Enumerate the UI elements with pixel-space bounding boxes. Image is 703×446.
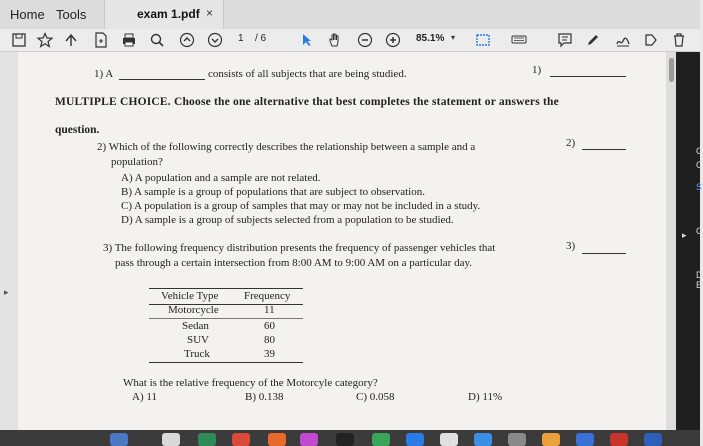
chevron-right-icon[interactable]: ▸ bbox=[4, 287, 9, 297]
q2-option-b: B) A sample is a group of populations that are subject to observation. bbox=[121, 186, 425, 198]
q3-answer-label: 3) bbox=[566, 240, 576, 252]
table-row-rule bbox=[149, 318, 303, 319]
side-panel-letter: E bbox=[696, 280, 703, 290]
page-up-icon[interactable] bbox=[178, 31, 196, 49]
q2-text: 2) Which of the following correctly describes the relationship between a sample and a bbox=[97, 141, 476, 153]
add-file-icon[interactable] bbox=[92, 31, 110, 49]
app-dock-icon[interactable] bbox=[198, 433, 216, 446]
q3-choice-a: A) 11 bbox=[132, 391, 157, 403]
chevron-down-icon[interactable]: ▾ bbox=[451, 33, 456, 42]
table-bottom-rule bbox=[149, 362, 303, 363]
share-icon[interactable] bbox=[62, 31, 80, 49]
table-cell: 39 bbox=[264, 348, 275, 360]
sign-icon[interactable] bbox=[614, 31, 632, 49]
app-dock-icon[interactable] bbox=[232, 433, 250, 446]
q1-answer-blank bbox=[550, 76, 626, 77]
q3-prompt: What is the relative frequency of the Motorcyle category? bbox=[123, 377, 378, 389]
print-icon[interactable] bbox=[120, 31, 138, 49]
table-cell: Sedan bbox=[182, 320, 209, 332]
app-dock-icon[interactable] bbox=[406, 433, 424, 446]
pen-icon[interactable] bbox=[584, 31, 602, 49]
app-dock-icon[interactable] bbox=[576, 433, 594, 446]
q3-choice-d: D) 11% bbox=[468, 391, 503, 403]
app-dock-icon[interactable] bbox=[508, 433, 526, 446]
q1-answer-label: 1) bbox=[532, 64, 542, 76]
app-dock-icon[interactable] bbox=[336, 433, 354, 446]
menu-tools[interactable]: Tools bbox=[56, 7, 87, 22]
q3-choice-c: C) 0.058 bbox=[356, 391, 395, 403]
page-total: / 6 bbox=[255, 33, 267, 44]
app-dock-icon[interactable] bbox=[110, 433, 128, 446]
table-cell: 80 bbox=[264, 334, 275, 346]
q3-text-line2: pass through a certain intersection from 8:00 AM to 9:00 AM on a particular day. bbox=[115, 257, 473, 269]
table-cell: Truck bbox=[184, 348, 210, 360]
q3-answer-blank bbox=[582, 253, 626, 254]
app-dock-icon[interactable] bbox=[610, 433, 628, 446]
table-header-vehicle-type: Vehicle Type bbox=[161, 290, 219, 302]
delete-icon[interactable] bbox=[670, 31, 688, 49]
q1-label: 1) A bbox=[94, 68, 114, 80]
section-heading-line2: question. bbox=[55, 124, 100, 136]
app-dock-icon[interactable] bbox=[268, 433, 286, 446]
table-top-rule bbox=[149, 288, 303, 289]
app-dock-icon[interactable] bbox=[644, 433, 662, 446]
table-header-frequency: Frequency bbox=[244, 290, 291, 302]
table-cell: Motorcycle bbox=[168, 304, 219, 316]
right-side-panel bbox=[676, 52, 703, 446]
app-dock-icon[interactable] bbox=[440, 433, 458, 446]
section-heading: MULTIPLE CHOICE. Choose the one alternative that best completes the statement or answers the bbox=[55, 96, 559, 108]
table-cell: 11 bbox=[264, 304, 275, 316]
zoom-in-icon[interactable] bbox=[384, 31, 402, 49]
zoom-out-icon[interactable] bbox=[356, 31, 374, 49]
document-tab[interactable] bbox=[104, 0, 224, 29]
app-dock-icon[interactable] bbox=[372, 433, 390, 446]
comment-icon[interactable] bbox=[556, 31, 574, 49]
q3-choice-b: B) 0.138 bbox=[245, 391, 284, 403]
bookmark-icon[interactable] bbox=[36, 31, 54, 49]
q2-option-d: D) A sample is a group of subjects selected from a population to be studied. bbox=[121, 214, 454, 226]
q2-text-line2: population? bbox=[111, 156, 163, 168]
q2-option-a: A) A population and a sample are not related. bbox=[121, 172, 321, 184]
document-tab-title: exam 1.pdf bbox=[137, 7, 200, 21]
save-icon[interactable] bbox=[10, 31, 28, 49]
q1-text: consists of all subjects that are being studied. bbox=[208, 68, 407, 80]
vertical-scrollbar[interactable] bbox=[666, 52, 676, 446]
q2-option-c: C) A population is a group of samples that may or may not be included in a study. bbox=[121, 200, 481, 212]
toolbar bbox=[0, 29, 700, 52]
top-tab-bar bbox=[0, 0, 700, 30]
app-dock-icon[interactable] bbox=[542, 433, 560, 446]
side-panel-letter: C bbox=[696, 160, 703, 170]
table-cell: 60 bbox=[264, 320, 275, 332]
app-dock-icon[interactable] bbox=[300, 433, 318, 446]
hand-icon[interactable] bbox=[326, 31, 344, 49]
app-dock-icon[interactable] bbox=[162, 433, 180, 446]
page-number-input[interactable]: 1 bbox=[238, 33, 244, 44]
q2-answer-label: 2) bbox=[566, 137, 576, 149]
zoom-search-icon[interactable] bbox=[148, 31, 166, 49]
side-panel-letter: C bbox=[696, 146, 703, 156]
select-arrow-icon[interactable] bbox=[298, 31, 316, 49]
side-panel-letter: C bbox=[696, 226, 703, 236]
app-dock-icon[interactable] bbox=[474, 433, 492, 446]
close-icon[interactable]: × bbox=[206, 6, 214, 20]
pdf-page bbox=[18, 52, 666, 446]
menu-home[interactable]: Home bbox=[10, 7, 45, 22]
chevron-right-icon[interactable]: ▸ bbox=[682, 230, 687, 240]
table-cell: SUV bbox=[187, 334, 210, 346]
keyboard-icon[interactable] bbox=[510, 31, 528, 49]
share-export-icon[interactable] bbox=[642, 31, 660, 49]
q2-answer-blank bbox=[582, 149, 626, 150]
q1-blank bbox=[119, 79, 205, 80]
zoom-level[interactable]: 85.1% bbox=[416, 33, 445, 44]
fit-page-icon[interactable] bbox=[474, 31, 492, 49]
page-down-icon[interactable] bbox=[206, 31, 224, 49]
document-viewport[interactable] bbox=[0, 52, 703, 446]
side-panel-letter: S bbox=[696, 182, 703, 192]
q3-text: 3) The following frequency distribution presents the frequency of passenger vehicles that bbox=[103, 242, 496, 254]
side-panel-letter: D bbox=[696, 270, 703, 280]
scrollbar-thumb[interactable] bbox=[669, 58, 674, 82]
